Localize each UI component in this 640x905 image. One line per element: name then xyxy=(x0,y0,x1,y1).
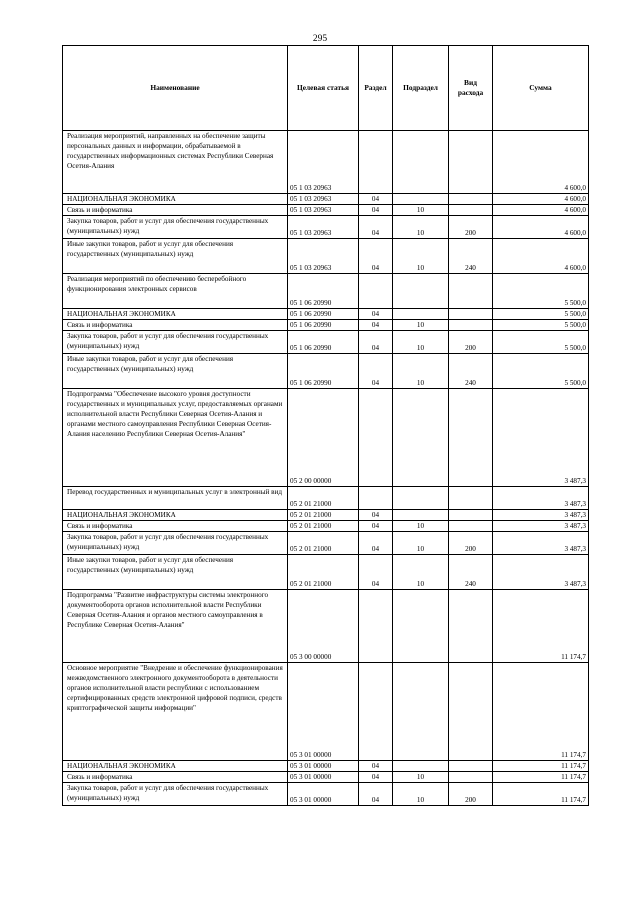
row-target-code: 05 1 03 20963 xyxy=(288,239,359,274)
row-section xyxy=(359,131,393,194)
row-target-code: 05 2 01 21000 xyxy=(288,510,359,521)
table-row xyxy=(63,194,589,205)
row-subsection xyxy=(393,194,449,205)
row-expense-type xyxy=(449,274,493,309)
table-row xyxy=(63,309,589,320)
row-target-code: 05 3 01 00000 xyxy=(288,783,359,806)
row-sum: 11 174,7 xyxy=(493,663,589,761)
row-name: Закупка товаров, работ и услуг для обеспечения государственных (муниципальных) нужд xyxy=(63,532,288,555)
table-row xyxy=(63,555,589,590)
table-row xyxy=(63,772,589,783)
row-name: Перевод государственных и муниципальных услуг в электронный вид xyxy=(63,487,288,510)
table-row xyxy=(63,331,589,354)
row-subsection xyxy=(393,590,449,663)
row-subsection: 10 xyxy=(393,205,449,216)
table-row xyxy=(63,487,589,510)
table-row xyxy=(63,510,589,521)
row-section: 04 xyxy=(359,239,393,274)
row-target-code: 05 1 06 20990 xyxy=(288,331,359,354)
row-expense-type xyxy=(449,487,493,510)
row-sum: 5 500,0 xyxy=(493,320,589,331)
row-sum: 11 174,7 xyxy=(493,590,589,663)
row-sum: 5 500,0 xyxy=(493,274,589,309)
row-target-code: 05 1 06 20990 xyxy=(288,354,359,389)
row-target-code: 05 2 01 21000 xyxy=(288,487,359,510)
row-target-code: 05 1 06 20990 xyxy=(288,309,359,320)
row-expense-type: 240 xyxy=(449,239,493,274)
row-section: 04 xyxy=(359,320,393,331)
row-name: Иные закупки товаров, работ и услуг для обеспечения государственных (муниципальных) нужд xyxy=(63,555,288,590)
row-target-code: 05 1 03 20963 xyxy=(288,216,359,239)
row-section xyxy=(359,663,393,761)
table-row xyxy=(63,663,589,761)
header-sum: Сумма xyxy=(493,46,589,131)
row-target-code: 05 3 01 00000 xyxy=(288,772,359,783)
table-row xyxy=(63,131,589,194)
row-sum: 3 487,3 xyxy=(493,510,589,521)
row-section: 04 xyxy=(359,555,393,590)
row-sum: 4 600,0 xyxy=(493,216,589,239)
row-expense-type: 240 xyxy=(449,555,493,590)
row-subsection xyxy=(393,487,449,510)
row-section xyxy=(359,274,393,309)
row-section: 04 xyxy=(359,354,393,389)
row-expense-type: 200 xyxy=(449,532,493,555)
table-row xyxy=(63,239,589,274)
table-row xyxy=(63,590,589,663)
row-subsection xyxy=(393,761,449,772)
row-name: Реализация мероприятий по обеспечению бесперебойного функционирования электронных сервисов xyxy=(63,274,288,309)
row-subsection: 10 xyxy=(393,555,449,590)
row-section: 04 xyxy=(359,216,393,239)
row-expense-type xyxy=(449,663,493,761)
page-number: 295 xyxy=(312,34,328,44)
row-expense-type: 240 xyxy=(449,354,493,389)
table-row xyxy=(63,354,589,389)
row-expense-type xyxy=(449,309,493,320)
table-row xyxy=(63,205,589,216)
row-name: НАЦИОНАЛЬНАЯ ЭКОНОМИКА xyxy=(63,194,288,205)
row-sum: 11 174,7 xyxy=(493,783,589,806)
row-expense-type xyxy=(449,590,493,663)
row-section: 04 xyxy=(359,510,393,521)
row-sum: 3 487,3 xyxy=(493,487,589,510)
row-name: Подпрограмма "Обеспечение высокого уровня доступности государственных и муниципальных услуг, предоставляемых органами исполнительной власти Республики Северная Осетия-Алания и органами местного самоуправления Республики Северная Осетия-Алания населению Республики Северная Осетия-Алания" xyxy=(63,389,288,487)
row-subsection xyxy=(393,389,449,487)
row-name: НАЦИОНАЛЬНАЯ ЭКОНОМИКА xyxy=(63,510,288,521)
row-target-code: 05 1 06 20990 xyxy=(288,274,359,309)
row-expense-type xyxy=(449,194,493,205)
row-name: Основное мероприятие "Внедрение и обеспечение функционирования межведомственного электронного документооборота в деятельности органов исполнительной власти республики с использованием сертифицированных средств электронной цифровой подписи, средств криптографической защиты информации" xyxy=(63,663,288,761)
row-expense-type xyxy=(449,131,493,194)
row-target-code: 05 2 00 00000 xyxy=(288,389,359,487)
row-target-code: 05 1 03 20963 xyxy=(288,131,359,194)
row-name: Закупка товаров, работ и услуг для обеспечения государственных (муниципальных) нужд xyxy=(63,216,288,239)
row-name: Связь и информатика xyxy=(63,320,288,331)
row-expense-type xyxy=(449,205,493,216)
row-name: Иные закупки товаров, работ и услуг для обеспечения государственных (муниципальных) нужд xyxy=(63,354,288,389)
header-section: Раздел xyxy=(359,46,393,131)
row-target-code: 05 2 01 21000 xyxy=(288,532,359,555)
row-subsection xyxy=(393,131,449,194)
row-sum: 5 500,0 xyxy=(493,331,589,354)
header-row xyxy=(63,46,589,131)
table-body xyxy=(63,131,589,806)
row-subsection: 10 xyxy=(393,783,449,806)
row-subsection: 10 xyxy=(393,216,449,239)
row-target-code: 05 1 03 20963 xyxy=(288,205,359,216)
row-name: НАЦИОНАЛЬНАЯ ЭКОНОМИКА xyxy=(63,761,288,772)
row-sum: 4 600,0 xyxy=(493,239,589,274)
row-sum: 5 500,0 xyxy=(493,309,589,320)
row-target-code: 05 2 01 21000 xyxy=(288,555,359,590)
row-subsection xyxy=(393,663,449,761)
row-subsection: 10 xyxy=(393,532,449,555)
row-section xyxy=(359,487,393,510)
row-name: Закупка товаров, работ и услуг для обеспечения государственных (муниципальных) нужд xyxy=(63,783,288,806)
row-expense-type xyxy=(449,320,493,331)
row-expense-type xyxy=(449,510,493,521)
row-name: Подпрограмма "Развитие инфраструктуры системы электронного документооборота органов исполнительной власти Республики Северная Осетия-Алания и органов местного самоуправления в Республике Северная Осетия-Алания" xyxy=(63,590,288,663)
row-expense-type xyxy=(449,761,493,772)
row-sum: 3 487,3 xyxy=(493,521,589,532)
row-expense-type xyxy=(449,389,493,487)
row-target-code: 05 2 01 21000 xyxy=(288,521,359,532)
row-section xyxy=(359,389,393,487)
row-expense-type: 200 xyxy=(449,331,493,354)
row-subsection: 10 xyxy=(393,521,449,532)
row-name: Связь и информатика xyxy=(63,521,288,532)
table-row xyxy=(63,761,589,772)
row-section: 04 xyxy=(359,783,393,806)
header-name: Наименование xyxy=(63,46,288,131)
row-section: 04 xyxy=(359,309,393,320)
row-name: Закупка товаров, работ и услуг для обеспечения государственных (муниципальных) нужд xyxy=(63,331,288,354)
row-section xyxy=(359,590,393,663)
row-section: 04 xyxy=(359,521,393,532)
table-row xyxy=(63,389,589,487)
row-target-code: 05 3 01 00000 xyxy=(288,761,359,772)
row-name: Связь и информатика xyxy=(63,772,288,783)
row-target-code: 05 3 00 00000 xyxy=(288,590,359,663)
row-subsection: 10 xyxy=(393,239,449,274)
row-section: 04 xyxy=(359,194,393,205)
row-subsection: 10 xyxy=(393,772,449,783)
row-target-code: 05 3 01 00000 xyxy=(288,663,359,761)
row-expense-type: 200 xyxy=(449,216,493,239)
row-section: 04 xyxy=(359,205,393,216)
row-sum: 3 487,3 xyxy=(493,532,589,555)
row-expense-type xyxy=(449,772,493,783)
row-name: НАЦИОНАЛЬНАЯ ЭКОНОМИКА xyxy=(63,309,288,320)
row-subsection xyxy=(393,274,449,309)
table-row xyxy=(63,274,589,309)
header-expense-type: Вид расхода xyxy=(449,46,493,131)
row-name: Иные закупки товаров, работ и услуг для обеспечения государственных (муниципальных) нужд xyxy=(63,239,288,274)
row-section: 04 xyxy=(359,331,393,354)
row-target-code: 05 1 03 20963 xyxy=(288,194,359,205)
table-row xyxy=(63,320,589,331)
row-section: 04 xyxy=(359,761,393,772)
row-sum: 4 600,0 xyxy=(493,194,589,205)
row-subsection: 10 xyxy=(393,331,449,354)
row-subsection: 10 xyxy=(393,320,449,331)
row-sum: 11 174,7 xyxy=(493,772,589,783)
row-subsection xyxy=(393,510,449,521)
row-expense-type: 200 xyxy=(449,783,493,806)
table-row xyxy=(63,532,589,555)
row-expense-type xyxy=(449,521,493,532)
row-section: 04 xyxy=(359,532,393,555)
row-name: Связь и информатика xyxy=(63,205,288,216)
row-subsection xyxy=(393,309,449,320)
table-row xyxy=(63,521,589,532)
row-sum: 5 500,0 xyxy=(493,354,589,389)
row-section: 04 xyxy=(359,772,393,783)
row-name: Реализация мероприятий, направленных на обеспечение защиты персональных данных и информации, обрабатываемой в государственных информационных системах Республики Северная Осетия-Алания xyxy=(63,131,288,194)
header-target: Целевая статья xyxy=(288,46,359,131)
row-target-code: 05 1 06 20990 xyxy=(288,320,359,331)
row-sum: 4 600,0 xyxy=(493,205,589,216)
table-row xyxy=(63,783,589,806)
row-sum: 3 487,3 xyxy=(493,389,589,487)
budget-table xyxy=(62,45,589,806)
row-sum: 4 600,0 xyxy=(493,131,589,194)
row-sum: 11 174,7 xyxy=(493,761,589,772)
header-subsection: Подраздел xyxy=(393,46,449,131)
row-subsection: 10 xyxy=(393,354,449,389)
table-row xyxy=(63,216,589,239)
row-sum: 3 487,3 xyxy=(493,555,589,590)
